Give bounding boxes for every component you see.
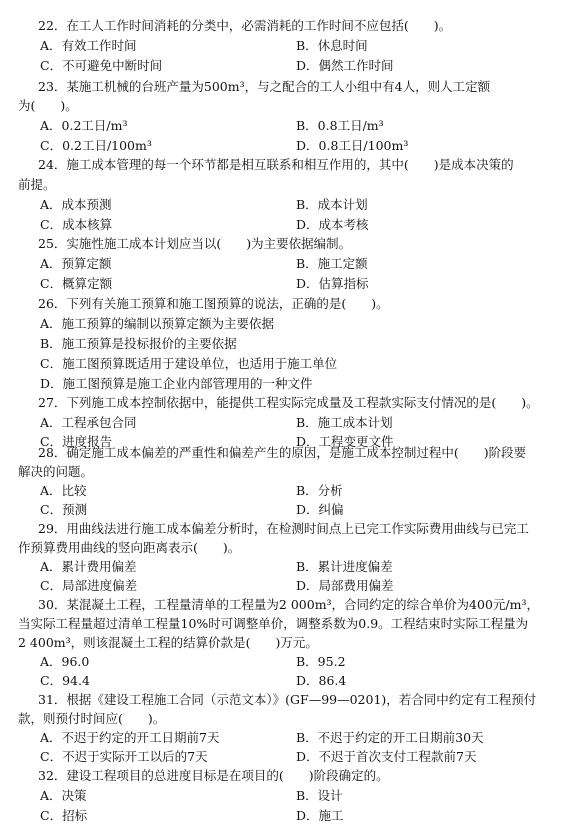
q24-stem-cont: 前提。 xyxy=(18,177,56,192)
q30-option-row xyxy=(0,652,580,672)
q27-option: D．工程变更文件 xyxy=(296,434,394,449)
q30-stem: 30．某混凝土工程，工程量清单的工程量为2 000m³，合同约定的综合单价为400元/m³， xyxy=(38,597,539,612)
q25-option: B．施工定额 xyxy=(296,256,368,271)
q29-option: B．累计进度偏差 xyxy=(296,559,393,574)
q26-option-row xyxy=(0,334,580,354)
q22-option-row xyxy=(0,36,580,56)
q25-option: C．概算定额 xyxy=(40,276,113,291)
q31-option: D．不迟于首次支付工程款前7天 xyxy=(296,749,477,764)
q26-option-row xyxy=(0,354,580,374)
q25-option-row xyxy=(0,274,580,294)
q28-option-row xyxy=(0,481,580,501)
q30-option-row xyxy=(0,671,580,691)
q30-option: D．86.4 xyxy=(296,673,347,688)
q29-option: C．局部进度偏差 xyxy=(40,578,138,593)
q31-option: B．不迟于约定的开工日期前30天 xyxy=(296,730,484,745)
q29-option: A．累计费用偏差 xyxy=(40,559,137,574)
q30-stem-cont: 2 400m³，则该混凝土工程的结算价款是( )万元。 xyxy=(18,635,318,650)
q29-stem-cont: 作预算费用曲线的竖向距离表示( )。 xyxy=(18,540,241,555)
q25-option-row xyxy=(0,254,580,274)
q22-option: B．休息时间 xyxy=(296,38,368,53)
q31-stem-cont: 款，则预付时间应( )。 xyxy=(18,711,166,726)
q28-stem-cont: 解决的问题。 xyxy=(18,464,94,479)
q24-option: C．成本核算 xyxy=(40,217,113,232)
q22-option-row xyxy=(0,56,580,76)
q22-stem: 22．在工人工作时间消耗的分类中，必需消耗的工作时间不应包括( )。 xyxy=(38,18,452,33)
q28-option: A．比较 xyxy=(40,483,87,498)
q22-option: D．偶然工作时间 xyxy=(296,58,394,73)
q24-option-row xyxy=(0,195,580,215)
q28-option-row xyxy=(0,500,580,520)
q29-option-row xyxy=(0,557,580,577)
q26-option: A．施工预算的编制以预算定额为主要依据 xyxy=(40,316,275,331)
q30-stem-cont: 当实际工程量超过清单工程量10%时可调整单价，调整系数为0.9。工程结束时实际工程量为 xyxy=(18,616,529,631)
q28-option: B．分析 xyxy=(296,483,343,498)
q27-option: C．进度报告 xyxy=(40,434,113,449)
q28-option: D．纠偏 xyxy=(296,502,344,517)
q28-stem: 28．确定施工成本偏差的严重性和偏差产生的原因，是施工成本控制过程中( )阶段要 xyxy=(38,445,527,460)
q27-option: A．工程承包合同 xyxy=(40,415,137,430)
q26-option: D．施工图预算是施工企业内部管理用的一种文件 xyxy=(40,376,313,391)
q24-option-row xyxy=(0,215,580,235)
q24-option: B．成本计划 xyxy=(296,197,368,212)
q23-stem-cont: 为( )。 xyxy=(18,98,78,113)
q23-option-row xyxy=(0,136,580,156)
q27-option-row xyxy=(0,413,580,433)
q29-option: D．局部费用偏差 xyxy=(296,578,394,593)
q32-option-row xyxy=(0,786,580,806)
q30-option: C．94.4 xyxy=(40,673,90,688)
q32-option: C．招标 xyxy=(40,808,88,823)
q25-option: A．预算定额 xyxy=(40,256,112,271)
q31-stem: 31．根据《建设工程施工合同（示范文本）》(GF—99—0201)，若合同中约定有工程预付 xyxy=(38,692,537,707)
q22-option: C．不可避免中断时间 xyxy=(40,58,163,73)
q29-option-row xyxy=(0,576,580,596)
q32-option: D．施工 xyxy=(296,808,344,823)
q26-stem: 26．下列有关施工预算和施工图预算的说法，正确的是( )。 xyxy=(38,296,389,311)
q25-option: D．估算指标 xyxy=(296,276,369,291)
q24-stem: 24．施工成本管理的每一个环节都是相互联系和相互作用的，其中( )是成本决策的 xyxy=(38,157,514,172)
q26-option: B．施工预算是投标报价的主要依据 xyxy=(40,336,237,351)
q30-option: A．96.0 xyxy=(40,654,90,669)
q23-option: A．0.2工日/m³ xyxy=(40,118,128,133)
q32-option-row xyxy=(0,806,580,826)
q29-stem: 29．用曲线法进行施工成本偏差分析时，在检测时间点上已完工作实际费用曲线与已完工 xyxy=(38,521,529,536)
q31-option-row xyxy=(0,728,580,748)
q31-option: A．不迟于约定的开工日期前7天 xyxy=(40,730,220,745)
q23-stem: 23．某施工机械的台班产量为500m³，与之配合的工人小组中有4人，则人工定额 xyxy=(38,79,491,94)
q31-option: C．不迟于实际开工以后的7天 xyxy=(40,749,208,764)
q27-option: B．施工成本计划 xyxy=(296,415,393,430)
q32-option: A．决策 xyxy=(40,788,87,803)
q26-option: C．施工图预算既适用于建设单位，也适用于施工单位 xyxy=(40,356,338,371)
q26-option-row xyxy=(0,374,580,394)
q24-option: A．成本预测 xyxy=(40,197,112,212)
q25-stem: 25．实施性施工成本计划应当以( )为主要依据编制。 xyxy=(38,236,352,251)
q24-option: D．成本考核 xyxy=(296,217,369,232)
q32-stem: 32．建设工程项目的总进度目标是在项目的( )阶段确定的。 xyxy=(38,768,389,783)
q31-option-row xyxy=(0,747,580,767)
q27-stem: 27．下列施工成本控制依据中，能提供工程实际完成量及工程款实际支付情况的是( )。 xyxy=(38,395,539,410)
q26-option-row xyxy=(0,314,580,334)
q23-option: C．0.2工日/100m³ xyxy=(40,138,152,153)
q23-option: D．0.8工日/100m³ xyxy=(296,138,409,153)
q28-option: C．预测 xyxy=(40,502,88,517)
q23-option: B．0.8工日/m³ xyxy=(296,118,384,133)
q30-option: B．95.2 xyxy=(296,654,346,669)
q22-option: A．有效工作时间 xyxy=(40,38,137,53)
q23-option-row xyxy=(0,116,580,136)
q32-option: B．设计 xyxy=(296,788,343,803)
